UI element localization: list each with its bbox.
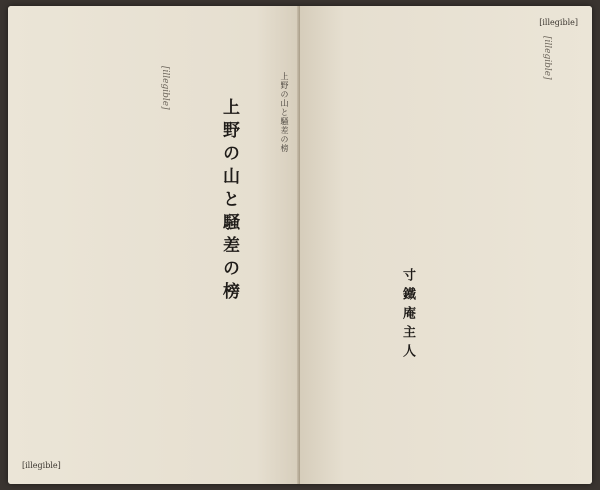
left-page	[8, 6, 300, 484]
article-title: 上野の山と騒差の榜	[219, 98, 239, 305]
page-number: [illegible]	[539, 18, 578, 27]
body-text-block: [illegible]	[542, 36, 552, 80]
page-number: [illegible]	[22, 461, 61, 470]
open-book	[8, 6, 592, 484]
article-author: 寸鐵庵主人	[400, 268, 415, 363]
running-head: 上野の山と騒差の榜	[280, 72, 289, 153]
right-page	[300, 6, 592, 484]
body-text-block: [illegible]	[160, 66, 170, 110]
